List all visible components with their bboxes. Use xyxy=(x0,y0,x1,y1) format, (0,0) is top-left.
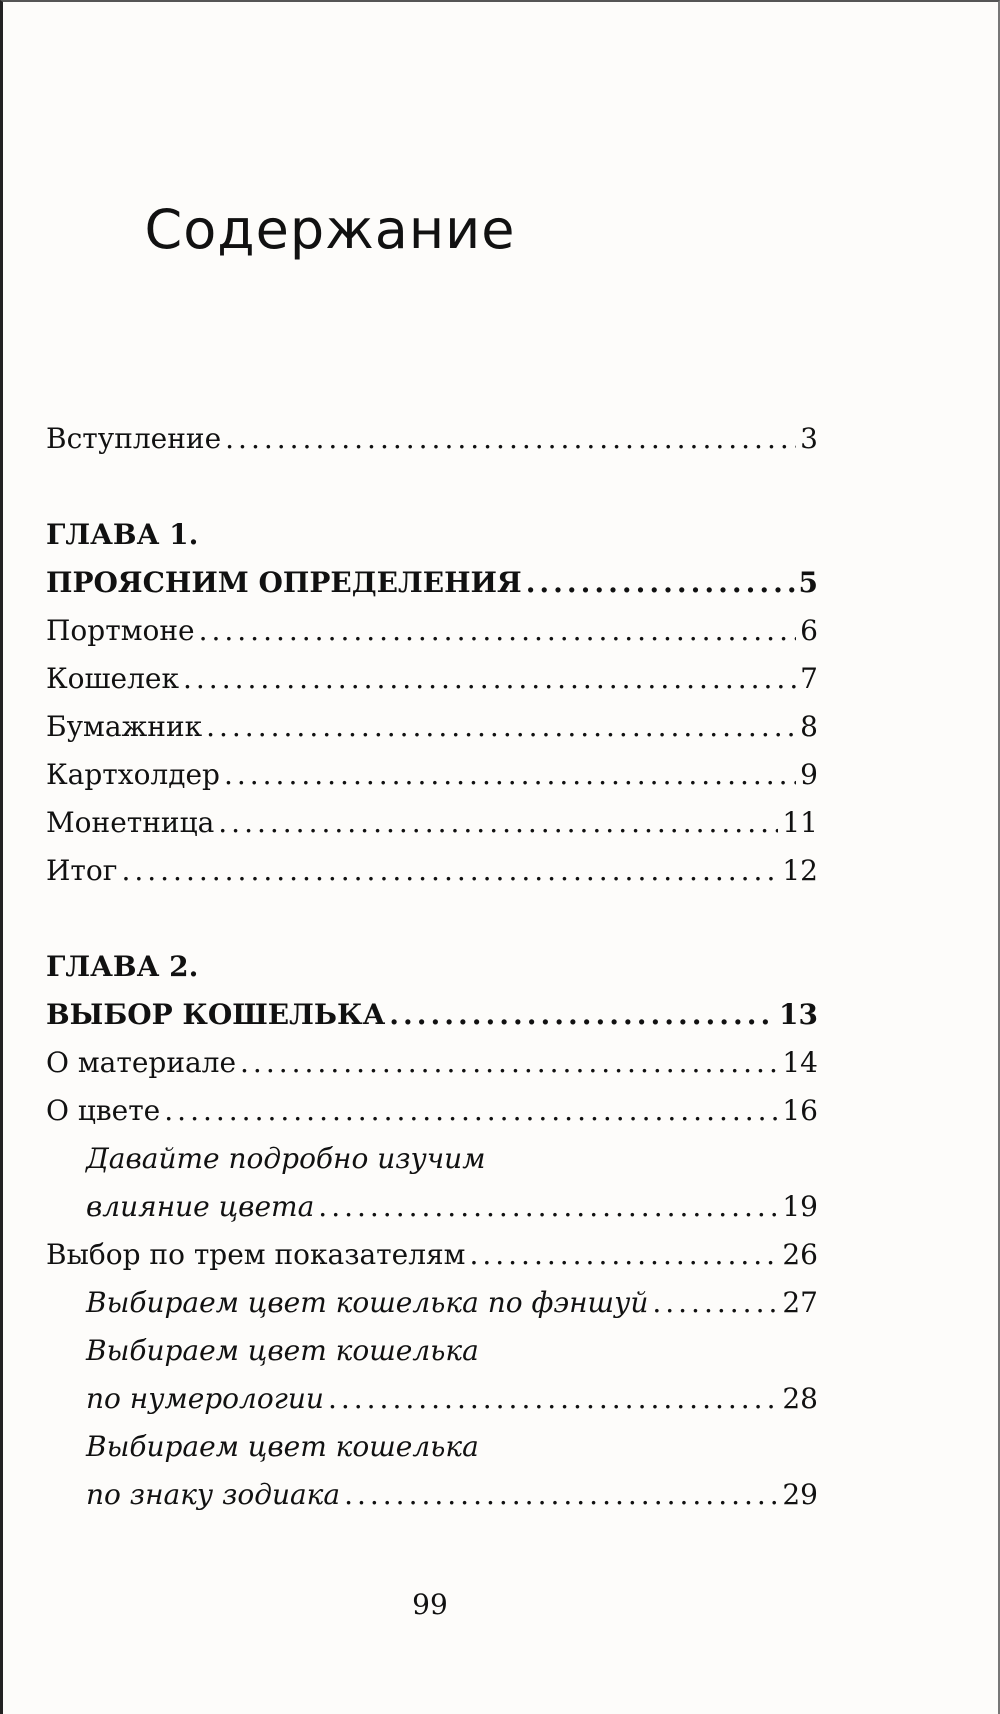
toc-entry-label: Вступление xyxy=(46,422,222,455)
toc-entry-label: О цвете xyxy=(46,1094,161,1127)
toc-entry[interactable] xyxy=(46,662,818,706)
toc-entry[interactable] xyxy=(46,614,818,658)
toc-entry-page: 9 xyxy=(800,758,818,791)
toc-entry-chapter-1[interactable] xyxy=(46,566,818,610)
toc-entry-page: 12 xyxy=(782,854,818,887)
toc-entry-label: Портмоне xyxy=(46,614,195,647)
toc-entry-page: 13 xyxy=(779,998,818,1031)
dot-leader xyxy=(218,806,778,839)
toc-entry-page: 19 xyxy=(782,1190,818,1223)
dot-leader xyxy=(318,1190,778,1223)
toc-entry-label: О материале xyxy=(46,1046,237,1079)
toc-subentry-line: Выбираем цвет кошелька xyxy=(86,1430,479,1463)
toc-subentry[interactable] xyxy=(86,1478,818,1522)
chapter-1-heading: ГЛАВА 1. xyxy=(46,518,199,551)
toc-entry-page: 29 xyxy=(782,1478,818,1511)
toc-entry-page: 26 xyxy=(782,1238,818,1271)
page-number: 99 xyxy=(412,1588,448,1621)
toc-subentry[interactable] xyxy=(86,1190,818,1234)
dot-leader xyxy=(328,1382,778,1415)
toc-entry-label: Кошелек xyxy=(46,662,179,695)
toc-entry-page: 27 xyxy=(782,1286,818,1319)
toc-entry[interactable] xyxy=(46,1238,818,1282)
chapter-2-heading: ГЛАВА 2. xyxy=(46,950,199,983)
dot-leader xyxy=(240,1046,778,1079)
toc-entry-page: 8 xyxy=(800,710,818,743)
toc-entry-label: Монетница xyxy=(46,806,215,839)
toc-entry-page: 3 xyxy=(800,422,818,455)
dot-leader xyxy=(652,1286,778,1319)
toc-entry-page: 11 xyxy=(782,806,818,839)
toc-entry-label: по нумерологии xyxy=(86,1382,324,1415)
toc-subentry[interactable] xyxy=(86,1286,818,1330)
dot-leader xyxy=(164,1094,778,1127)
toc-entry[interactable] xyxy=(46,1094,818,1138)
dot-leader xyxy=(224,758,796,791)
toc-subentry-line: Выбираем цвет кошелька xyxy=(86,1334,479,1367)
toc-entry-label: Картхолдер xyxy=(46,758,220,791)
toc-entry-chapter-2[interactable] xyxy=(46,998,818,1042)
dot-leader xyxy=(199,614,797,647)
toc-entry-page: 6 xyxy=(800,614,818,647)
toc-entry[interactable] xyxy=(46,710,818,754)
toc-entry-label: по знаку зодиака xyxy=(86,1478,341,1511)
toc-entry[interactable] xyxy=(46,758,818,802)
dot-leader xyxy=(389,998,775,1031)
toc-entry-page: 7 xyxy=(800,662,818,695)
toc-entry-label: ПРОЯСНИМ ОПРЕДЕЛЕНИЯ xyxy=(46,566,522,599)
dot-leader xyxy=(121,854,778,887)
toc-entry-page: 28 xyxy=(782,1382,818,1415)
toc-entry[interactable] xyxy=(46,806,818,850)
toc-entry-label: Выбор по трем показателям xyxy=(46,1238,466,1271)
toc-entry[interactable] xyxy=(46,854,818,898)
dot-leader xyxy=(344,1478,778,1511)
toc-entry-page: 14 xyxy=(782,1046,818,1079)
dot-leader xyxy=(526,566,795,599)
dot-leader xyxy=(469,1238,778,1271)
toc-entry-intro[interactable] xyxy=(46,422,818,466)
toc-entry-label: Итог xyxy=(46,854,118,887)
toc-subentry-line: Давайте подробно изучим xyxy=(86,1142,486,1175)
page-title: Содержание xyxy=(144,198,516,261)
toc-entry-label: ВЫБОР КОШЕЛЬКА xyxy=(46,998,386,1031)
toc-entry[interactable] xyxy=(46,1046,818,1090)
toc-entry-label: Выбираем цвет кошелька по фэншуй xyxy=(86,1286,649,1319)
dot-leader xyxy=(225,422,796,455)
toc-entry-page: 5 xyxy=(798,566,818,599)
toc-entry-page: 16 xyxy=(782,1094,818,1127)
dot-leader xyxy=(206,710,796,743)
toc-subentry[interactable] xyxy=(86,1382,818,1426)
dot-leader xyxy=(183,662,796,695)
toc-entry-label: Бумажник xyxy=(46,710,203,743)
toc-entry-label: влияние цвета xyxy=(86,1190,315,1223)
